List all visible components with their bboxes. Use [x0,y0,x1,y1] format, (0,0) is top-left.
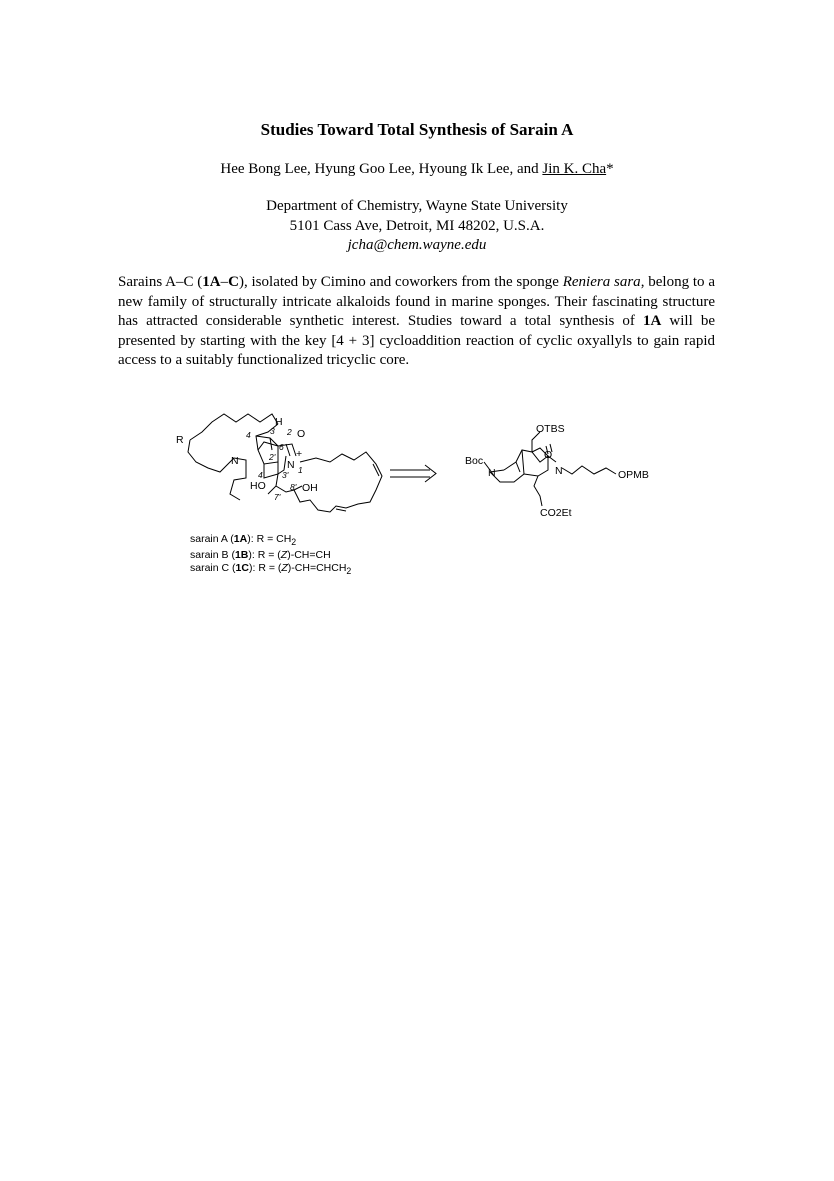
caption-r: R = CH [256,533,292,545]
caption-sub: 2 [346,566,352,577]
label-otbs: OTBS [536,423,565,435]
abstract-text: will be presented by starting with the key [4 + 3] cycloaddition reaction of cyclic oxyallyls to gain rapid access to a suitably functionalized tricyclic core. [118,313,715,369]
abstract-text: ), isolated by Cimino and coworkers from the sponge [238,274,563,290]
retrosynthesis-arrow [390,465,436,482]
tricyclic-core-labels [465,423,649,519]
compound-captions [190,533,351,578]
caption-name: sarain A [190,533,228,545]
atom-number: 3' [282,470,289,480]
caption-number: 1A [233,533,248,545]
compound-ref: 1A [643,313,662,330]
label-n-right: N [287,459,295,471]
abstract-text: Sarains A–C ( [118,274,203,290]
caption-name: sarain B [190,549,229,562]
caption-r: R = ( [257,549,281,562]
caption-sub: 2 [291,537,297,548]
sarain-a-structure [188,414,382,512]
label-r: R [176,434,184,446]
atom-number: 1 [298,465,303,475]
atom-number: 7' [274,492,281,502]
caption-z: Z [280,549,288,562]
label-n-left-core: N [488,467,496,479]
caption-name: sarain C [190,562,230,575]
label-n-left: N [231,455,239,467]
affiliation-address: 5101 Cass Ave, Detroit, MI 48202, U.S.A. [289,217,545,234]
caption-number: 1C [235,562,249,575]
caption-sarain-a: sarain A (1A): $R = CH_2$ [190,533,297,548]
caption-r-tail: )-CH=CH [287,549,331,562]
paper-title: Studies Toward Total Synthesis of Sarain A [260,120,574,139]
atom-number: 6 [279,442,284,452]
label-n-right-core: N [555,465,563,477]
atom-number: 2' [269,452,276,462]
corresponding-author: Jin K. Cha [542,161,607,177]
label-boc: Boc [465,455,484,467]
abstract-paragraph [118,273,715,371]
label-o-minus: O [297,428,306,440]
atom-number: 3 [270,426,275,436]
sarain-a-labels [176,416,318,494]
label-co2et: CO2Et [540,507,572,519]
authors-text: Hee Bong Lee, Hyung Goo Lee, Hyoung Ik Lee, and [220,161,543,177]
affiliation [0,197,834,256]
label-oh: OH [302,482,318,494]
species-name: Reniera sara [562,274,641,290]
compound-ref: 1A [202,274,221,290]
atom-number: 4 [246,430,251,440]
label-opmb: OPMB [618,469,649,481]
caption-sarain-b: sarain B (1B): R = (Z)-CH=CH [190,549,331,562]
atom-number: 8' [290,482,297,492]
caption-sarain-c: sarain C (1C): $R = (Z)-CH=CHCH_2$ [190,562,352,577]
label-o-core: O [544,449,553,461]
caption-number: 1B [234,549,249,562]
label-ho: HO [250,480,266,492]
abstract-text: – [220,274,229,290]
author-list [0,161,834,178]
affiliation-dept: Department of Chemistry, Wayne State University [266,198,568,214]
caption-r-tail: )-CH=CHCH [287,562,347,575]
abstract-text: , belong to a new family of structurally intricate alkaloids found in marine sponges. Their fascinating structure has attracted considerable synthetic interest. Studies toward a total synthesis of [118,274,715,330]
caption-r: R = ( [258,562,282,575]
atom-number: 2 [287,427,292,437]
label-h: H [275,416,283,428]
caption-z: Z [281,562,288,575]
compound-ref: C [228,274,239,290]
author-email: jcha@chem.wayne.edu [347,237,487,253]
scheme-drawing [160,410,700,530]
label-plus: + [296,448,303,460]
atom-number: 4' [258,470,265,480]
tricyclic-core-structure [484,432,616,506]
corresponding-mark: * [606,161,614,177]
